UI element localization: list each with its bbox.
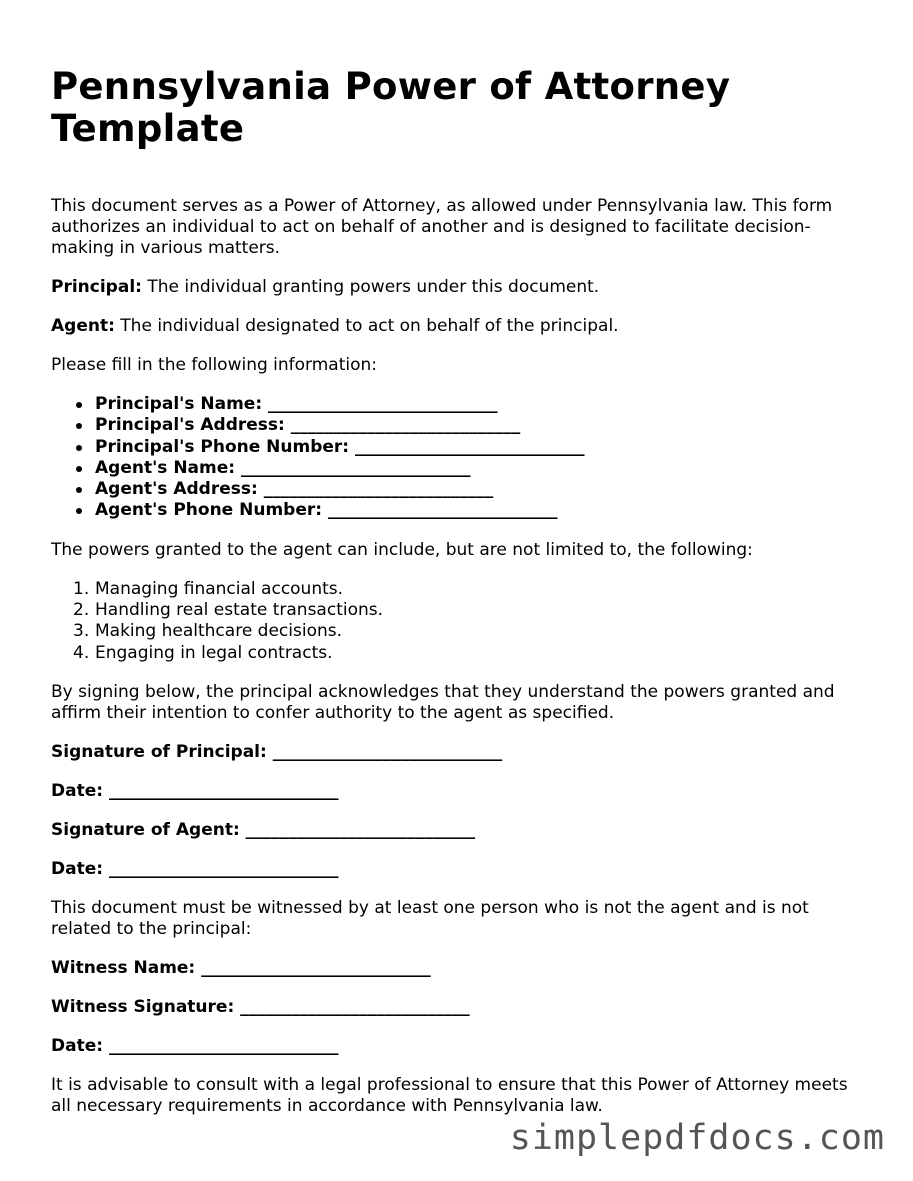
- field-agent-phone: [51, 500, 871, 521]
- principal-definition-text: The individual granting powers under this document.: [141, 277, 600, 297]
- date-label: Date:: [51, 858, 104, 879]
- date-blank-line[interactable]: ___________________________: [103, 858, 339, 879]
- field-label: Agent's Address:: [95, 479, 258, 500]
- power-text: Managing financial accounts.: [95, 578, 344, 599]
- field-blank-line[interactable]: ___________________________: [257, 479, 494, 500]
- field-blank-line[interactable]: ___________________________: [235, 457, 471, 478]
- signature-blank-line[interactable]: ___________________________: [239, 819, 476, 840]
- power-item: [51, 643, 871, 664]
- principal-definition-label: Principal:: [51, 277, 142, 297]
- field-label: Agent's Name:: [95, 457, 236, 478]
- field-principal-address: [51, 415, 871, 436]
- principal-date-line: [51, 781, 871, 802]
- date-label: Date:: [51, 1035, 104, 1056]
- field-blank-line[interactable]: ___________________________: [284, 415, 521, 436]
- agent-definition: [51, 316, 871, 337]
- witness-signature-line: [51, 997, 871, 1018]
- field-blank-line[interactable]: ___________________________: [322, 500, 558, 521]
- power-text: Making healthcare decisions.: [95, 621, 343, 642]
- field-agent-address: [51, 479, 871, 500]
- agent-definition-text: The individual designated to act on behalf of the principal.: [114, 316, 619, 336]
- power-number: 2.: [73, 600, 90, 621]
- powers-intro: The powers granted to the agent can include, but are not limited to, the following:: [51, 539, 753, 560]
- watermark-text: simplepdfdocs.com: [509, 1118, 885, 1158]
- field-agent-name: [51, 458, 871, 479]
- closing-paragraph: It is advisable to consult with a legal professional to ensure that this Power of Attorney meets all necessary requirements in accordance with Pennsylvania law.: [51, 1074, 848, 1116]
- field-label: Principal's Phone Number:: [95, 436, 350, 457]
- signature-label: Signature of Principal:: [51, 741, 267, 762]
- field-label: Principal's Name:: [95, 394, 263, 414]
- field-blank-line[interactable]: ___________________________: [349, 436, 585, 457]
- powers-list: [51, 579, 871, 664]
- power-item: [51, 579, 871, 600]
- witness-label: Witness Signature:: [51, 996, 235, 1017]
- power-item: [51, 621, 871, 642]
- principal-definition: [51, 277, 871, 298]
- field-principal-phone: [51, 437, 871, 458]
- principal-signature-line: [51, 742, 871, 763]
- witness-blank-line[interactable]: ___________________________: [195, 957, 431, 978]
- field-principal-name: [51, 394, 871, 415]
- document-page: [51, 66, 871, 1117]
- witness-note: This document must be witnessed by at least one person who is not the agent and is not related to the principal:: [51, 897, 809, 939]
- agent-definition-label: Agent:: [51, 316, 115, 336]
- field-blank-line[interactable]: ___________________________: [262, 394, 498, 414]
- intro-paragraph: This document serves as a Power of Attorney, as allowed under Pennsylvania law. This form authorizes an individual to act on behalf of another and is designed to facilitate decision-making in various matters.: [51, 196, 833, 258]
- signature-blank-line[interactable]: ___________________________: [266, 741, 503, 762]
- power-text: Handling real estate transactions.: [95, 600, 384, 621]
- power-number: 3.: [73, 621, 90, 642]
- field-label: Principal's Address:: [95, 415, 285, 436]
- info-field-list: [51, 394, 871, 522]
- page-title: Pennsylvania Power of Attorney Template: [51, 65, 731, 150]
- witness-label: Witness Name:: [51, 957, 196, 978]
- fill-prompt: Please fill in the following information:: [51, 355, 378, 375]
- witness-name-line: [51, 958, 871, 979]
- witness-date-line: [51, 1036, 871, 1057]
- date-blank-line[interactable]: ___________________________: [103, 780, 339, 801]
- agent-signature-line: [51, 820, 871, 841]
- power-number: 4.: [73, 642, 90, 663]
- agent-date-line: [51, 859, 871, 880]
- power-item: [51, 600, 871, 621]
- signature-label: Signature of Agent:: [51, 819, 240, 840]
- field-label: Agent's Phone Number:: [95, 500, 323, 521]
- date-blank-line[interactable]: ___________________________: [103, 1035, 339, 1056]
- witness-blank-line[interactable]: ___________________________: [234, 996, 470, 1017]
- power-number: 1.: [73, 578, 90, 599]
- power-text: Engaging in legal contracts.: [95, 642, 333, 663]
- acknowledgement-paragraph: By signing below, the principal acknowledges that they understand the powers granted and affirm their intention to confer authority to the agent as specified.: [51, 681, 835, 723]
- date-label: Date:: [51, 780, 104, 801]
